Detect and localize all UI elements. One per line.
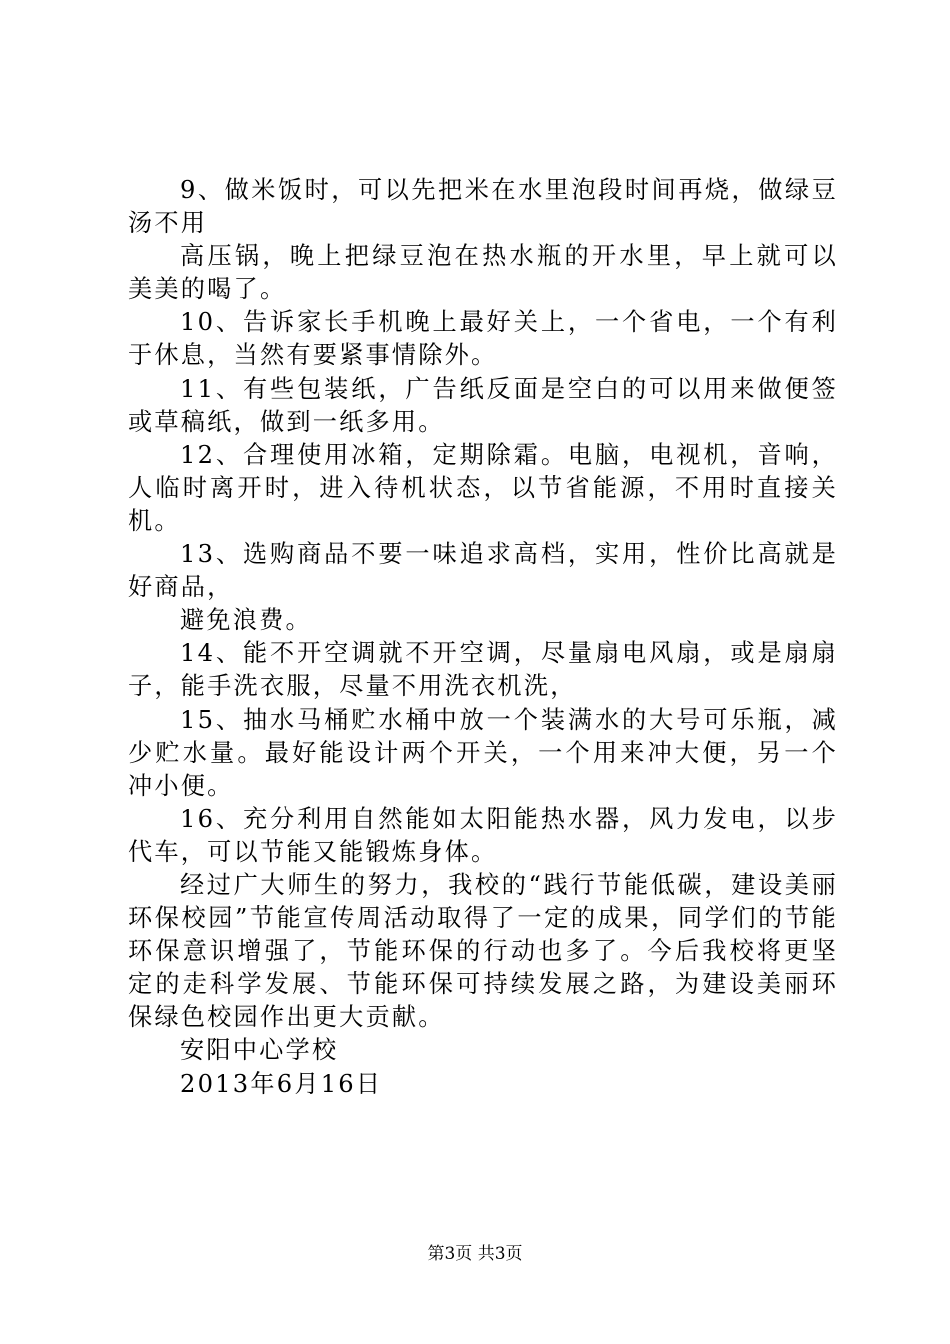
signature-school: 安阳中心学校 — [180, 1036, 339, 1065]
paragraph-item-13-continued: 避免浪费。 — [180, 606, 312, 635]
paragraph-item-9-continued: 高压锅，晚上把绿豆泡在热水瓶的开水里，早上就可以美美的喝了。 — [128, 242, 838, 304]
paragraph-item-15: 15、抽水马桶贮水桶中放一个装满水的大号可乐瓶，减少贮水量。最好能设计两个开关，一个用来冲大便，另一个冲小便。 — [128, 705, 838, 800]
page-footer: 第3页 共3页 — [427, 1244, 523, 1264]
paragraph-item-14: 14、能不开空调就不开空调，尽量扇电风扇，或是扇扇子，能手洗衣服，尽量不用洗衣机洗， — [128, 639, 838, 701]
signature-date: 2013年6月16日 — [180, 1069, 383, 1098]
paragraph-item-9: 9、做米饭时，可以先把米在水里泡段时间再烧，做绿豆汤不用 — [128, 176, 838, 238]
paragraph-conclusion: 经过广大师生的努力，我校的“践行节能低碳，建设美丽环保校园”节能宣传周活动取得了一定的成果，同学们的节能环保意识增强了，节能环保的行动也多了。今后我校将更坚定的走科学发展、节能环保可持续发展之路，为建设美丽环保绿色校园作出更大贡献。 — [128, 870, 838, 1032]
paragraph-item-10: 10、告诉家长手机晚上最好关上，一个省电，一个有利于休息，当然有要紧事情除外。 — [128, 308, 838, 370]
paragraph-item-11: 11、有些包装纸，广告纸反面是空白的可以用来做便签或草稿纸，做到一纸多用。 — [128, 374, 838, 436]
document-body — [128, 174, 838, 1101]
paragraph-item-13: 13、选购商品不要一味追求高档，实用，性价比高就是好商品， — [128, 540, 838, 602]
paragraph-item-12: 12、合理使用冰箱，定期除霜。电脑，电视机，音响，人临时离开时，进入待机状态，以节省能源，不用时直接关机。 — [128, 440, 838, 535]
paragraph-item-16: 16、充分利用自然能如太阳能热水器，风力发电，以步代车，可以节能又能锻炼身体。 — [128, 804, 838, 866]
